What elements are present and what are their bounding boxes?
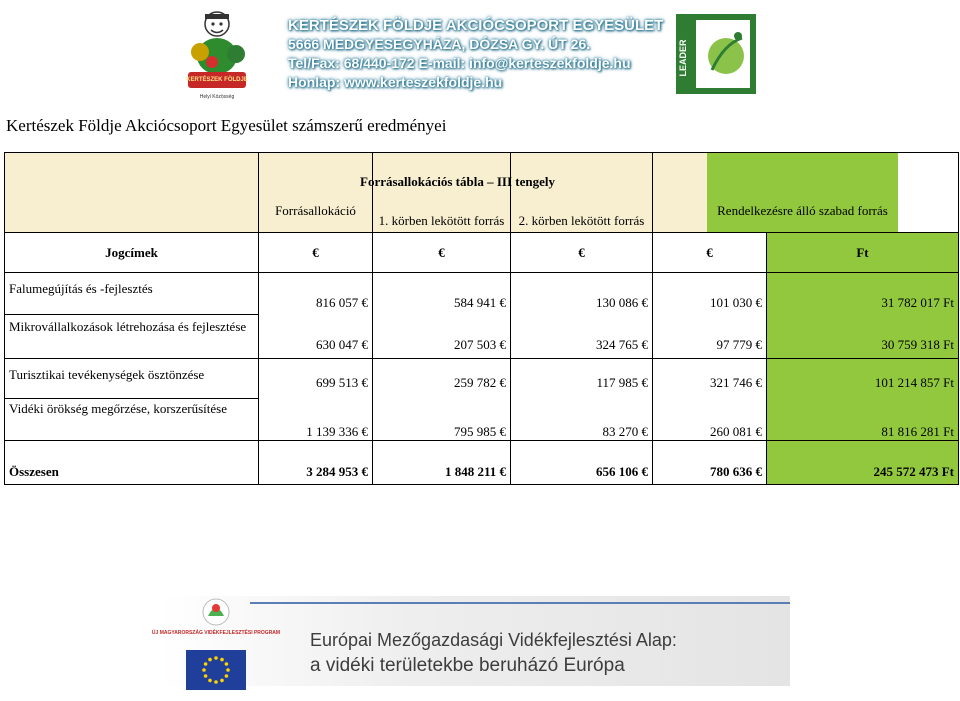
- hu-program-text: ÚJ MAGYARORSZÁG VIDÉKFEJLESZTÉSI PROGRAM: [151, 630, 281, 636]
- eafrd-line-2: a vidéki területekbe beruházó Európa: [310, 655, 625, 676]
- row-available-eur: 260 081 €: [710, 424, 762, 439]
- leader-logo-text: LEADER: [678, 39, 688, 77]
- round1-pair: [373, 273, 511, 359]
- resource-allocation-table: [4, 152, 959, 485]
- uj-magyarorszag-logo: [151, 596, 281, 646]
- header-round1: [373, 153, 511, 233]
- header-available: [707, 153, 899, 233]
- row-available-ft: 81 816 281 Ft: [881, 424, 954, 439]
- row-round1: 584 941 €: [454, 295, 506, 310]
- units-label: Jogcímek: [5, 233, 259, 273]
- footer-divider: [250, 602, 790, 604]
- row-label-pair: [5, 273, 259, 359]
- header-allocation-label: Forrásallokáció: [275, 203, 356, 218]
- row-label: Vidéki örökség megőrzése, korszerűsítése: [9, 401, 227, 416]
- organization-name: KERTÉSZEK FÖLDJE AKCIÓCSOPORT EGYESÜLET: [288, 17, 664, 34]
- row-available-eur: 101 030 €: [710, 295, 762, 310]
- row-allocation: 630 047 €: [316, 337, 368, 352]
- available-eur-pair: [653, 273, 767, 359]
- row-label-pair: [5, 359, 259, 441]
- round2-pair: [511, 359, 653, 441]
- row-available-ft: 101 214 857 Ft: [874, 375, 954, 390]
- table-row: [5, 273, 959, 359]
- header-round1-label: 1. körben lekötött forrás: [378, 213, 505, 228]
- row-label: Turisztikai tevékenységek ösztönzése: [5, 359, 258, 399]
- unit-available-ft: Ft: [767, 233, 959, 273]
- eafrd-slogan: [310, 630, 677, 677]
- header-round2-label: 2. körben lekötött forrás: [518, 213, 645, 228]
- row-round2: 83 270 €: [602, 424, 648, 439]
- table-header-row: [5, 153, 959, 233]
- svg-text:Helyi Közösség: Helyi Közösség: [199, 94, 235, 100]
- organization-address: 5666 MEDGYESEGYHÁZA, DÓZSA GY. ÚT 26.: [288, 36, 591, 52]
- total-label: Összesen: [5, 441, 259, 485]
- header-empty-cell: [5, 153, 259, 233]
- page-title: Kertészek Földje Akciócsoport Egyesület számszerű eredményei: [6, 116, 447, 135]
- row-label: Falumegújítás és -fejlesztés: [5, 273, 258, 315]
- table-row: [5, 359, 959, 441]
- row-round2: 130 086 €: [596, 295, 648, 310]
- unit-allocation: €: [259, 233, 373, 273]
- kerteszek-foldje-logo: [178, 6, 256, 104]
- eafrd-line-1: Európai Mezőgazdasági Vidékfejlesztési Alap:: [310, 630, 677, 650]
- row-available-eur: 321 746 €: [710, 375, 762, 390]
- allocation-pair: [259, 273, 373, 359]
- total-round2: 656 106 €: [511, 441, 653, 485]
- total-row: [5, 441, 959, 485]
- row-round2: 117 985 €: [596, 375, 648, 390]
- row-allocation: 816 057 €: [316, 295, 368, 310]
- row-round2: 324 765 €: [596, 337, 648, 352]
- row-round1: 795 985 €: [454, 424, 506, 439]
- row-available-ft: 31 782 017 Ft: [881, 295, 954, 310]
- organization-website: Honlap: www.kerteszekfoldje.hu: [288, 74, 503, 90]
- available-eur-pair: [653, 359, 767, 441]
- eu-flag-icon: [186, 650, 246, 690]
- row-round1: 259 782 €: [454, 375, 506, 390]
- round2-pair: [511, 273, 653, 359]
- header-available-label: Rendelkezésre álló szabad forrás: [717, 203, 888, 218]
- header-allocation: [259, 153, 373, 233]
- organization-contact: Tel/Fax: 68/440-172 E-mail: info@kerteszekfoldje.hu: [288, 55, 631, 71]
- available-ft-pair: [767, 359, 959, 441]
- round1-pair: [373, 359, 511, 441]
- unit-round1: €: [373, 233, 511, 273]
- total-available-ft: 245 572 473 Ft: [767, 441, 959, 485]
- logo-left-text: KERTÉSZEK FÖLDJE: [186, 77, 248, 83]
- row-available-eur: 97 779 €: [716, 337, 762, 352]
- unit-available-eur: €: [653, 233, 767, 273]
- unit-round2: €: [511, 233, 653, 273]
- row-allocation: 699 513 €: [316, 375, 368, 390]
- total-allocation: 3 284 953 €: [259, 441, 373, 485]
- leader-logo: [676, 14, 756, 94]
- row-allocation: 1 139 336 €: [306, 424, 368, 439]
- row-round1: 207 503 €: [454, 337, 506, 352]
- row-available-ft: 30 759 318 Ft: [881, 337, 954, 352]
- table-caption: Forrásallokációs tábla – III tengely: [360, 174, 555, 189]
- header-round2: [511, 153, 653, 233]
- units-row: [5, 233, 959, 273]
- allocation-pair: [259, 359, 373, 441]
- row-label: Mikrovállalkozások létrehozása és fejlesztése: [9, 319, 247, 334]
- total-available-eur: 780 636 €: [653, 441, 767, 485]
- available-ft-pair: [767, 273, 959, 359]
- organization-header: [288, 16, 668, 92]
- total-round1: 1 848 211 €: [373, 441, 511, 485]
